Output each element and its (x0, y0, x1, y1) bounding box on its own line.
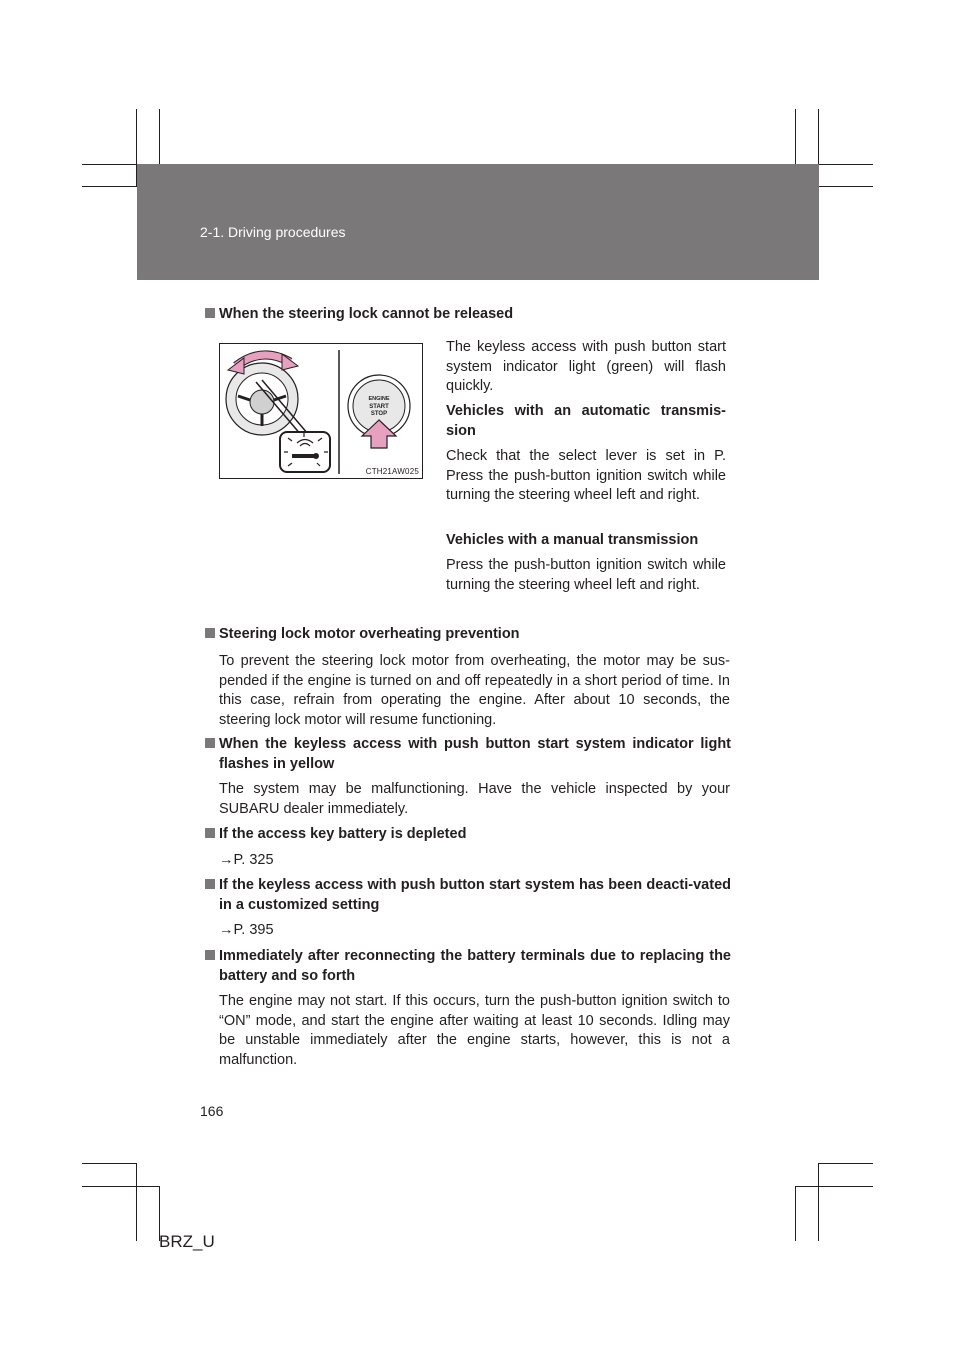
overheating-text: To prevent the steering lock motor from overheating, the motor may be sus-pended if the engine is turned on and off repeatedly in a short period of time. In this case, refrain from operating the engine. After about 10 seconds, the steering lock motor will resume functioning. (219, 653, 730, 728)
auto-transmission-text: Check that the select lever is set in P. Press the push-button ignition switch while turning the steering wheel left and right. (446, 448, 726, 503)
heading-text: Steering lock motor overheating prevention (219, 626, 520, 642)
bullet-square-icon (205, 738, 215, 748)
heading-text: When the steering lock cannot be released (219, 306, 514, 322)
bullet-square-icon (205, 828, 215, 838)
heading-overheating (205, 625, 739, 645)
auto-transmission-heading: Vehicles with an automatic transmis-sion (446, 403, 726, 439)
button-text-start: START (369, 404, 389, 410)
heading-yellow-indicator (205, 735, 731, 774)
manual-transmission-heading: Vehicles with a manual transmission (446, 532, 699, 548)
bullet-square-icon (205, 879, 215, 889)
button-text-engine: ENGINE (368, 396, 390, 402)
figure-illustration (220, 344, 422, 478)
battery-reconnect-text: The engine may not start. If this occurs, turn the push-button ignition switch to “ON” mode, and start the engine after waiting at least 10 seconds. Idling may be unstable immediately after the engine starts, however, this is not a malfunction. (219, 993, 730, 1068)
bullet-square-icon (205, 950, 215, 960)
steering-lock-figure (219, 343, 423, 479)
key-battery-ref[interactable]: →P. 325 (219, 852, 274, 868)
intro-text: The keyless access with push button start system indicator light (green) will flash quickly. (446, 339, 726, 394)
heading-text: Immediately after reconnecting the battery terminals due to replacing the battery and so forth (219, 948, 731, 984)
yellow-indicator-text: The system may be malfunctioning. Have the vehicle inspected by your SUBARU dealer immediately. (219, 781, 730, 817)
section-label: 2-1. Driving procedures (200, 224, 346, 240)
heading-key-battery (205, 825, 739, 845)
figure-code: CTH21AW025 (365, 467, 419, 476)
heading-text: If the keyless access with push button start system has been deacti-vated in a customized setting (219, 877, 731, 913)
heading-text: When the keyless access with push button start system indicator light flashes in yellow (219, 736, 731, 772)
document-code: BRZ_U (159, 1232, 215, 1251)
keyless-indicator-icon (280, 432, 330, 472)
page-number: 166 (200, 1103, 224, 1119)
deactivated-ref[interactable]: →P. 395 (219, 922, 274, 938)
manual-transmission-text: Press the push-button ignition switch while turning the steering wheel left and right. (446, 557, 726, 593)
heading-deactivated (205, 876, 731, 915)
bullet-square-icon (205, 628, 215, 638)
heading-battery-reconnect (205, 947, 731, 986)
steering-wheel-icon (226, 363, 298, 435)
bullet-square-icon (205, 308, 215, 318)
button-text-stop: STOP (370, 411, 388, 417)
heading-steering-lock (205, 305, 739, 325)
heading-text: If the access key battery is depleted (219, 826, 467, 842)
